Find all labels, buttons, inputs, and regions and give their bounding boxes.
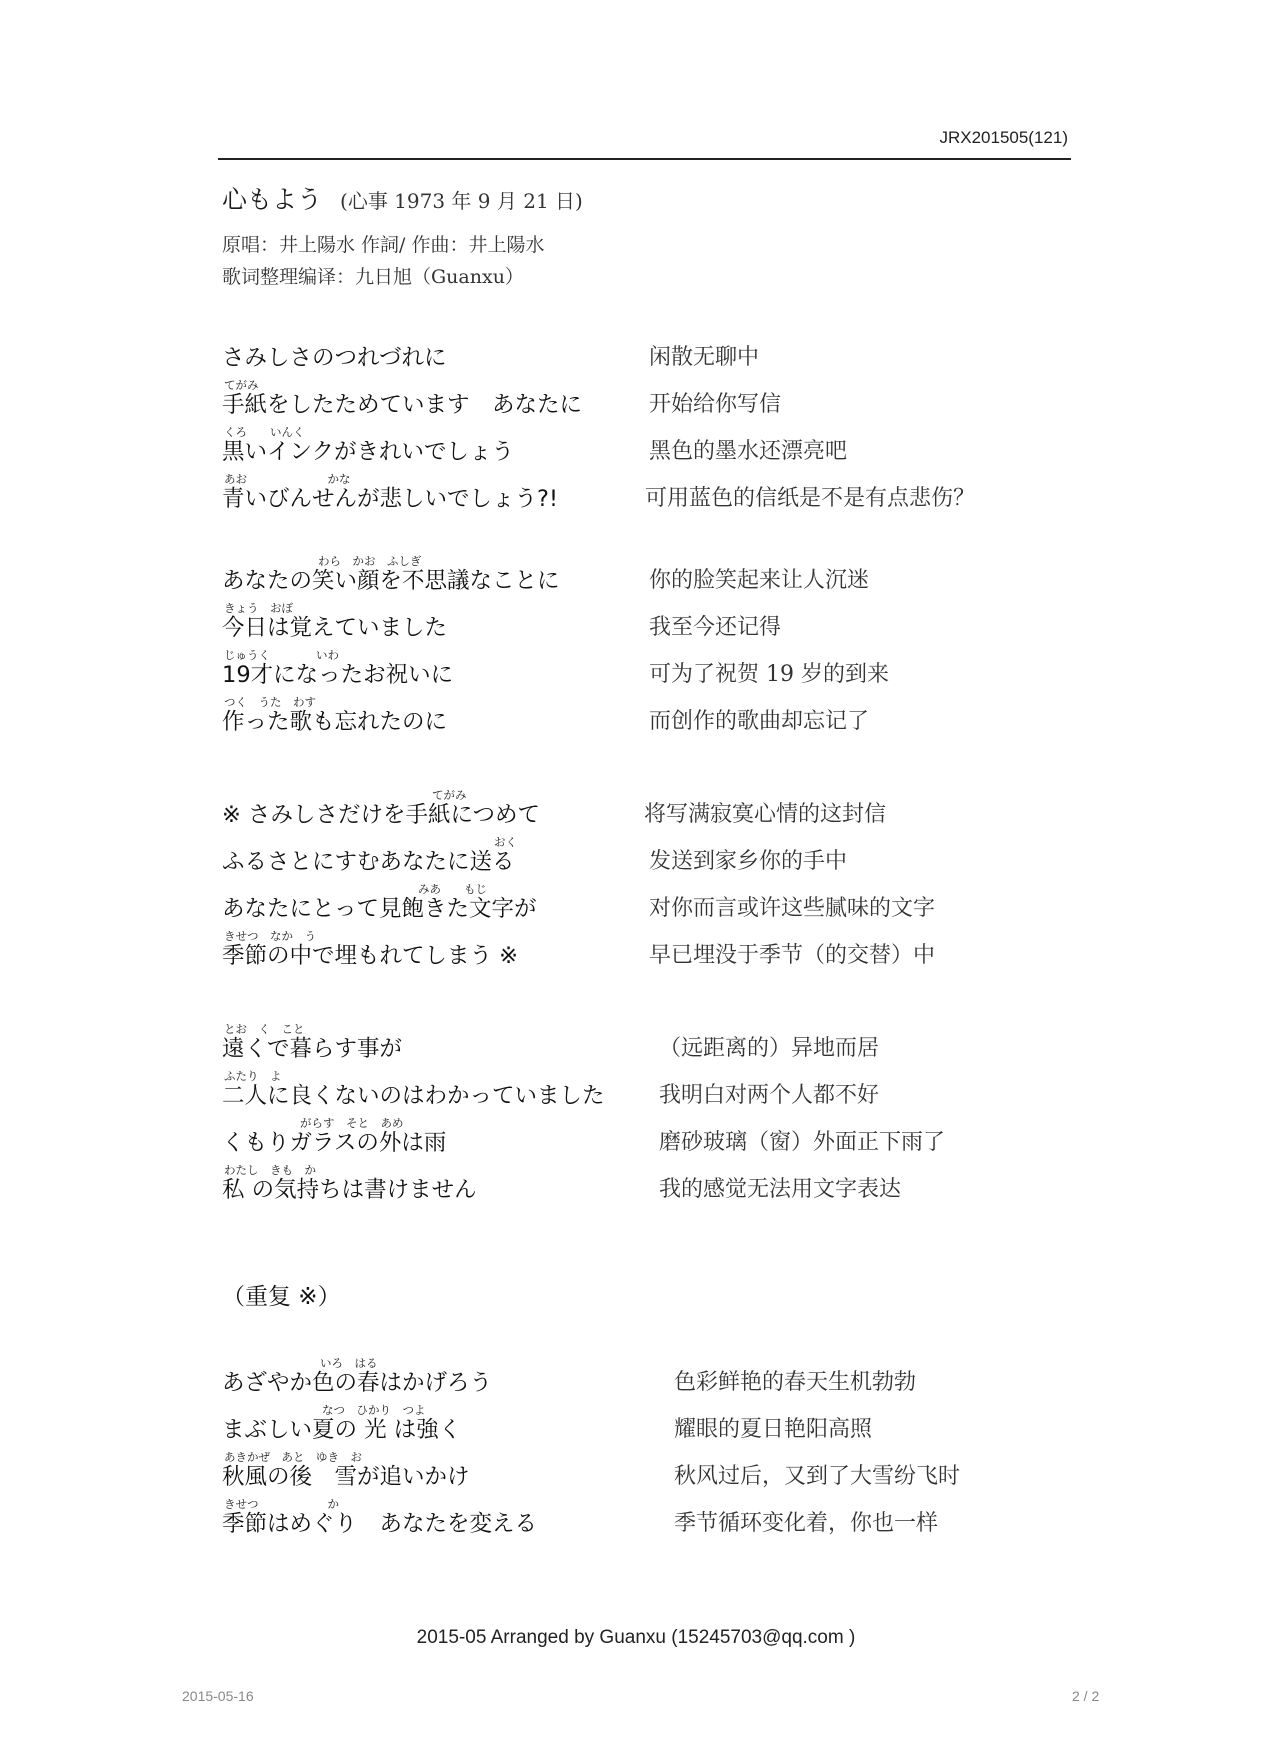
lyric-line bbox=[222, 1068, 1072, 1115]
chinese-translation: 可为了祝贺 19 岁的到来 bbox=[649, 662, 889, 687]
furigana: きょう おぼ bbox=[224, 601, 293, 615]
furigana: ふたり よ bbox=[224, 1069, 282, 1083]
japanese-lyric: 今日は覚えていました bbox=[222, 615, 448, 641]
lyric-line bbox=[222, 1355, 1072, 1402]
furigana: あお かな bbox=[224, 472, 351, 486]
furigana: とお く こと bbox=[224, 1022, 305, 1036]
furigana: てがみ bbox=[224, 378, 259, 392]
lyric-line bbox=[222, 600, 1072, 647]
furigana: あきかぜ あと ゆき お bbox=[224, 1450, 362, 1464]
print-date: 2015-05-16 bbox=[182, 1688, 254, 1704]
furigana: つく うた わす bbox=[224, 695, 316, 709]
japanese-lyric: 19才になったお祝いに bbox=[222, 662, 454, 688]
translator-line: 歌词整理编译：九日旭（Guanxu） bbox=[222, 266, 524, 288]
japanese-lyric: ふるさとにすむあなたに送る bbox=[222, 849, 515, 875]
furigana: がらす そと あめ bbox=[300, 1116, 404, 1130]
repeat-marker: （重复 ※） bbox=[222, 1284, 341, 1310]
chinese-translation: 磨砂玻璃（窗）外面正下雨了 bbox=[659, 1130, 946, 1155]
furigana: くろ いんく bbox=[224, 425, 305, 439]
chinese-translation: 季节循环变化着，你也一样 bbox=[674, 1511, 939, 1536]
chinese-translation: 闲散无聊中 bbox=[649, 345, 760, 370]
chinese-translation: 色彩鲜艳的春天生机勃勃 bbox=[674, 1370, 917, 1395]
lyric-line bbox=[222, 1162, 1072, 1209]
song-subtitle: (心事 1973 年 9 月 21 日) bbox=[340, 189, 583, 213]
title-row bbox=[222, 180, 583, 216]
chinese-translation: 耀眼的夏日艳阳高照 bbox=[674, 1417, 873, 1442]
verse-5 bbox=[222, 1355, 1072, 1543]
japanese-lyric: ※ さみしさだけを手紙につめて bbox=[222, 802, 541, 828]
lyric-line bbox=[222, 553, 1072, 600]
chinese-translation: 我至今还记得 bbox=[649, 615, 782, 640]
furigana: てがみ bbox=[432, 788, 467, 802]
chinese-translation: 早已埋没于季节（的交替）中 bbox=[649, 943, 936, 968]
japanese-lyric: くもりガラスの外は雨 bbox=[222, 1130, 447, 1156]
lyric-line bbox=[222, 1449, 1072, 1496]
furigana: なつ ひかり つよ bbox=[322, 1403, 426, 1417]
japanese-lyric: 黒いインクがきれいでしょう bbox=[222, 439, 515, 465]
furigana: わら かお ふしぎ bbox=[318, 554, 422, 568]
page-id: JRX201505(121) bbox=[939, 128, 1068, 147]
japanese-lyric: あなたの笑い顔を不思議なことに bbox=[222, 568, 560, 594]
japanese-lyric: 季節の中で埋もれてしまう ※ bbox=[222, 943, 519, 969]
song-title: 心もよう bbox=[222, 185, 323, 214]
japanese-lyric: 季節はめぐり あなたを変える bbox=[222, 1511, 538, 1537]
lyric-line bbox=[222, 1115, 1072, 1162]
chinese-translation: 秋风过后，又到了大雪纷飞时 bbox=[674, 1464, 961, 1489]
furigana: きせつ なか う bbox=[224, 929, 316, 943]
japanese-lyric: 作った歌も忘れたのに bbox=[222, 709, 448, 735]
furigana: みあ もじ bbox=[418, 882, 487, 896]
japanese-lyric: 秋風の後 雪が追いかけ bbox=[222, 1464, 470, 1490]
lyric-line bbox=[222, 377, 1072, 424]
japanese-lyric: 手紙をしたためています あなたに bbox=[222, 392, 583, 418]
lyric-line bbox=[222, 834, 1072, 881]
japanese-lyric: あなたにとって見飽きた文字が bbox=[222, 896, 537, 922]
lyric-line bbox=[222, 424, 1072, 471]
chinese-translation: 而创作的歌曲却忘记了 bbox=[649, 709, 870, 734]
arranger-footer: 2015-05 Arranged by Guanxu (15245703@qq.com ) bbox=[416, 1627, 856, 1648]
verse-2 bbox=[222, 553, 1072, 741]
verse-1 bbox=[222, 330, 1072, 518]
japanese-lyric: さみしさのつれづれに bbox=[222, 345, 447, 371]
lyric-line bbox=[222, 928, 1072, 975]
furigana: わたし きも か bbox=[224, 1163, 316, 1177]
lyric-line bbox=[222, 647, 1072, 694]
lyric-line bbox=[222, 1496, 1072, 1543]
chinese-translation: 发送到家乡你的手中 bbox=[649, 849, 848, 874]
verse-3 bbox=[222, 787, 1072, 975]
japanese-lyric: 遠くで暮らす事が bbox=[222, 1036, 403, 1062]
credits-line: 原唱：井上陽水 作詞/ 作曲：井上陽水 bbox=[222, 234, 545, 256]
furigana: じゅうく いわ bbox=[224, 648, 339, 662]
chinese-translation: 你的脸笑起来让人沉迷 bbox=[649, 568, 870, 593]
chinese-translation: 对你而言或许这些腻味的文字 bbox=[649, 896, 936, 921]
furigana: いろ はる bbox=[320, 1356, 378, 1370]
chinese-translation: 可用蓝色的信纸是不是有点悲伤？ bbox=[645, 486, 976, 511]
furigana: きせつ か bbox=[224, 1497, 339, 1511]
chinese-translation: 黑色的墨水还漂亮吧 bbox=[649, 439, 848, 464]
lyric-line bbox=[222, 881, 1072, 928]
japanese-lyric: 二人に良くないのはわかっていました bbox=[222, 1083, 605, 1109]
japanese-lyric: 青いびんせんが悲しいでしょう?! bbox=[222, 486, 558, 512]
chinese-translation: 将写满寂寞心情的这封信 bbox=[644, 802, 887, 827]
japanese-lyric: あざやか色の春はかげろう bbox=[222, 1370, 493, 1396]
furigana: おく bbox=[494, 835, 517, 849]
chinese-translation: 我明白对两个人都不好 bbox=[659, 1083, 880, 1108]
chinese-translation: （远距离的）异地而居 bbox=[659, 1036, 880, 1061]
lyric-line bbox=[222, 1021, 1072, 1068]
japanese-lyric: 私 の気持ちは書けません bbox=[222, 1177, 477, 1203]
chinese-translation: 我的感觉无法用文字表达 bbox=[659, 1177, 902, 1202]
lyric-line bbox=[222, 330, 1072, 377]
lyric-line bbox=[222, 471, 1072, 518]
lyric-line bbox=[222, 694, 1072, 741]
chinese-translation: 开始给你写信 bbox=[649, 392, 782, 417]
page-number: 2 / 2 bbox=[1072, 1688, 1100, 1704]
japanese-lyric: まぶしい夏の 光 は強く bbox=[222, 1417, 462, 1443]
lyric-line bbox=[222, 1402, 1072, 1449]
verse-4 bbox=[222, 1021, 1072, 1209]
lyric-line bbox=[222, 787, 1072, 834]
header-rule bbox=[218, 158, 1071, 160]
